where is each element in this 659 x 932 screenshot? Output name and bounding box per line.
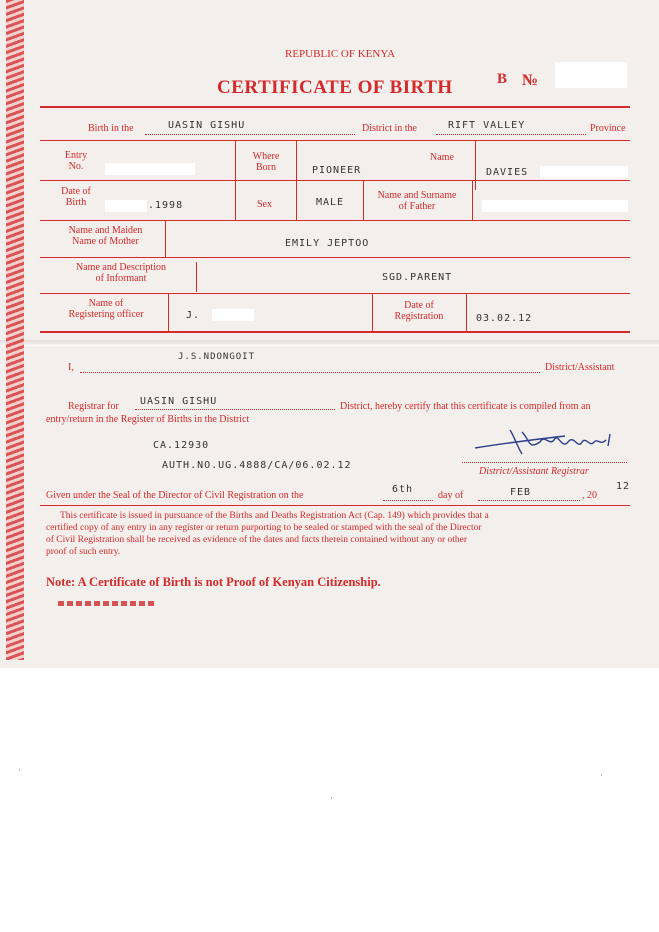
rule [40, 180, 630, 181]
dotted-line [383, 500, 433, 501]
dotted-line [145, 134, 355, 135]
registrar-for-label: Registrar for [68, 401, 119, 412]
statute-line-1: This certificate is issued in pursuance of the Births and Deaths Registration Act (Cap. 149) which provides that a [60, 511, 489, 521]
redacted-serial [555, 62, 627, 88]
given-day: 6th [392, 484, 414, 495]
serial-prefix: B [497, 71, 508, 87]
dotted-line [80, 372, 540, 373]
registrar-signature [470, 420, 620, 462]
citizenship-note: Note: A Certificate of Birth is not Proof of Kenyan Citizenship. [46, 575, 381, 589]
scan-speck: · [600, 770, 603, 780]
date-registration-value: 03.02.12 [476, 313, 533, 324]
decorative-border [6, 0, 24, 660]
officer-value: J. [186, 310, 201, 321]
rule [466, 293, 467, 331]
mother-value: EMILY JEPTOO [285, 238, 370, 249]
where-born-value: PIONEER [312, 165, 362, 176]
rule [40, 331, 630, 333]
rule [168, 293, 169, 331]
reference-2: AUTH.NO.UG.4888/CA/06.02.12 [162, 460, 352, 471]
rule [40, 293, 630, 294]
dotted-line [436, 134, 586, 135]
father-label: Name and Surname of Father [377, 190, 457, 212]
statute-line-4: proof of such entry. [46, 547, 121, 557]
certify-text: District, hereby certify that this certificate is compiled from an [340, 401, 591, 412]
certify-text-line2: entry/return in the Register of Births in the District [46, 414, 250, 425]
registrar-name: J.S.NDONGOIT [178, 352, 256, 362]
rule [196, 262, 197, 292]
district-label: District in the [362, 123, 417, 134]
birth-in-label: Birth in the [88, 123, 134, 134]
district-assistant-label: District/Assistant [545, 362, 615, 373]
certificate-title: CERTIFICATE OF BIRTH [217, 77, 453, 98]
dotted-line [135, 409, 335, 410]
given-month: FEB [510, 487, 532, 498]
statute-line-3: of Civil Registration shall be received as evidence of the dates and facts therein contained without any or other [46, 535, 468, 545]
rule [472, 180, 473, 220]
name-label: Name [430, 152, 454, 163]
serial-no-label: № [522, 72, 539, 89]
rule [40, 140, 630, 141]
officer-label: Name of Registering officer [68, 298, 144, 320]
entry-no-label: Entry No. [64, 150, 88, 172]
given-text: Given under the Seal of the Director of Civil Registration on the [46, 490, 304, 501]
redacted-entry-no [105, 163, 195, 175]
district-value: RIFT VALLEY [448, 120, 526, 131]
mother-label: Name and Maiden Name of Mother [68, 225, 143, 247]
signature-caption: District/Assistant Registrar [479, 466, 589, 477]
rule [40, 257, 630, 258]
i-label: I, [68, 362, 74, 373]
name-value: DAVIES [486, 167, 529, 178]
registrar-district: UASIN GISHU [140, 396, 218, 407]
day-of-label: day of [438, 490, 464, 501]
redacted-dob [105, 200, 147, 212]
statute-line-2: certified copy of any entry in any register or return purporting to be sealed or stamped with the seal of the Director [46, 523, 482, 533]
rule [165, 220, 166, 257]
given-year: 12 [616, 481, 631, 492]
rule [475, 140, 476, 190]
sex-value: MALE [316, 197, 345, 208]
redacted-name [540, 166, 628, 178]
redacted-father-name [482, 200, 628, 212]
informant-value: SGD.PARENT [382, 272, 453, 283]
birth-in-value: UASIN GISHU [168, 120, 246, 131]
scan-speck: · [18, 765, 21, 775]
rule [40, 220, 630, 221]
date-of-birth-label: Date of Birth [61, 186, 91, 208]
redacted-officer [212, 309, 254, 321]
rule [363, 180, 364, 220]
reference-1: CA.12930 [153, 440, 210, 451]
rule [40, 505, 630, 506]
informant-label: Name and Description of Informant [76, 262, 166, 284]
scan-speck: · [330, 793, 333, 803]
paper-fold [0, 340, 659, 346]
rule [40, 106, 630, 108]
print-code-mark [58, 601, 154, 606]
dotted-line [478, 500, 580, 501]
republic-heading: REPUBLIC OF KENYA [285, 48, 396, 60]
sex-label: Sex [257, 199, 272, 210]
year-prefix: , 20 [582, 490, 597, 501]
date-registration-label: Date of Registration [394, 300, 444, 322]
date-of-birth-value: .1998 [148, 200, 184, 211]
rule [372, 293, 373, 331]
dotted-line [462, 462, 627, 463]
province-label: Province [590, 123, 626, 134]
where-born-label: Where Born [252, 151, 280, 173]
